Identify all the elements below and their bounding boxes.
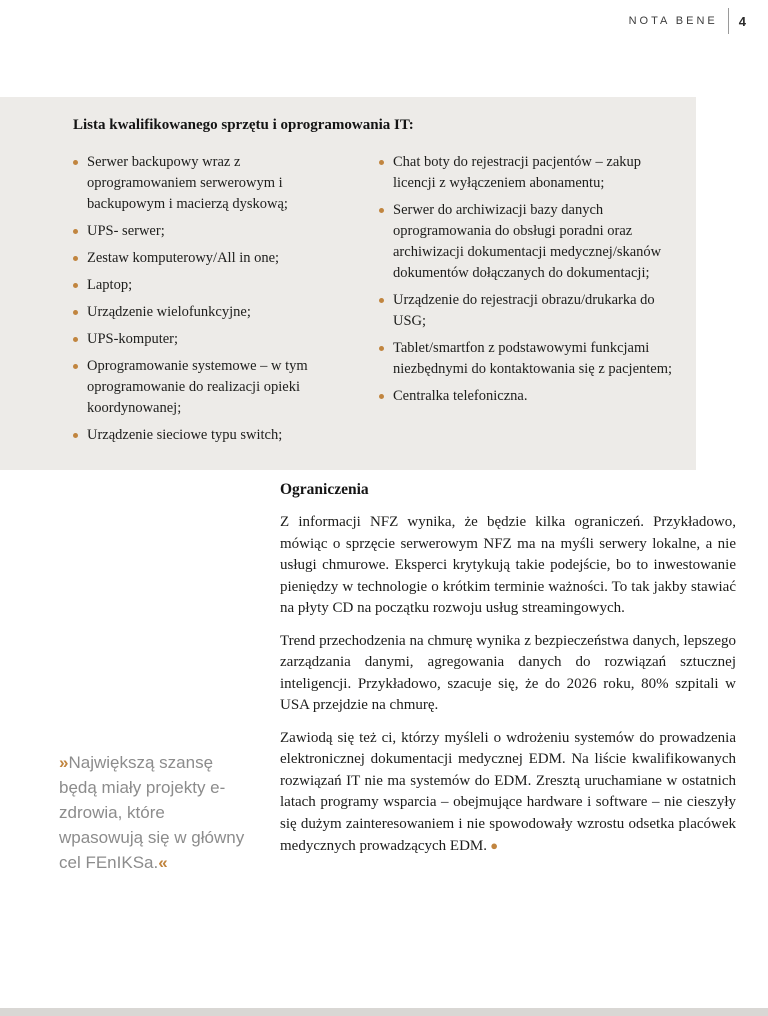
list-item-text: Serwer do archiwizacji bazy danych oprogramowania do obsługi poradni oraz archiwizacji dokumentacji medycznej/skanów dokumentów dołączanych do dokumentacji; <box>393 202 662 281</box>
list-item-text: Urządzenie do rejestracji obrazu/drukarka do USG; <box>393 292 655 329</box>
pull-quote <box>59 750 247 875</box>
bullet-icon <box>73 160 78 165</box>
article <box>280 481 736 869</box>
bullet-icon <box>379 208 384 213</box>
equipment-list-left <box>73 152 351 452</box>
list-item-text: Urządzenie wielofunkcyjne; <box>87 304 251 320</box>
bullet-icon <box>73 283 78 288</box>
list-item-text: Centralka telefoniczna. <box>393 388 528 404</box>
list-item <box>379 152 682 194</box>
pull-quote-text: Największą szansę będą miały projekty e-zdrowia, które wpasowują się w główny cel FEnIKSa. <box>59 753 245 872</box>
page-number: 4 <box>738 13 746 29</box>
bullet-icon <box>73 337 78 342</box>
list-item <box>379 200 682 284</box>
list-item-text: Chat boty do rejestracji pacjentów – zakup licencji z wyłączeniem abonamentu; <box>393 154 642 191</box>
list-item <box>379 338 682 380</box>
bullet-icon <box>379 346 384 351</box>
article-paragraph: Z informacji NFZ wynika, że będzie kilka ograniczeń. Przykładowo, mówiąc o sprzęcie serwerowym NFZ ma na myśli serwery lokalne, a nie usługi chmurowe. Eksperci krytykują takie podejście, bo to inwestowanie pieniędzy w technologie o krótkim terminie ważności. To tak jakby stawiać na płyty CD na początku rozwoju usług streamingowych. <box>280 514 736 616</box>
list-item-text: Laptop; <box>87 277 133 293</box>
article-paragraph: Zawiodą się też ci, którzy myśleli o wdrożeniu systemów do prowadzenia elektronicznej dokumentacji medycznej EDM. Na liście kwalifikowanych rozwiązań IT nie ma systemów do EDM. Zresztą uruchamiane w ostatnich latach programy wsparcia – obejmujące hardware i software – nie cieszyły się dużym zainteresowaniem i nie spowodowały wzrostu odsetka placówek medycznych prowadzących EDM. ● <box>280 729 736 854</box>
bullet-icon <box>73 256 78 261</box>
equipment-list-box <box>0 97 696 470</box>
list-item-text: Urządzenie sieciowe typu switch; <box>87 427 283 443</box>
list-item <box>73 152 351 215</box>
article-heading: Ograniczenia <box>280 481 369 498</box>
bullet-icon <box>379 394 384 399</box>
list-item <box>73 425 351 446</box>
list-item <box>73 275 351 296</box>
bullet-icon <box>379 160 384 165</box>
header-divider <box>728 8 729 34</box>
bullet-icon <box>73 310 78 315</box>
open-quote-icon: » <box>59 753 69 772</box>
list-item-text: Oprogramowanie systemowe – w tym oprogramowanie do realizacji opieki koordynowanej; <box>87 358 308 416</box>
list-item-text: Tablet/smartfon z podstawowymi funkcjami niezbędnymi do kontaktowania się z pacjentem; <box>393 340 673 377</box>
list-item-text: Serwer backupowy wraz z oprogramowaniem serwerowym i backupowym i macierzą dyskową; <box>87 154 288 212</box>
list-item <box>73 356 351 419</box>
page-bottom-edge <box>0 1008 768 1016</box>
list-item-text: UPS- serwer; <box>87 223 165 239</box>
list-item-text: UPS-komputer; <box>87 331 179 347</box>
close-quote-icon: « <box>158 853 168 872</box>
bullet-icon <box>73 229 78 234</box>
list-item <box>73 248 351 269</box>
bullet-icon <box>73 364 78 369</box>
list-item <box>73 302 351 323</box>
end-dot-icon: ● <box>487 838 499 853</box>
article-paragraph: Trend przechodzenia na chmurę wynika z bezpieczeństwa danych, lepszego zarządzania danymi, agregowania danych do rozwiązań sztucznej inteligencji. Przykładowo, szacuje się, że do 2026 roku, 80% szpitali w USA przejdzie na chmurę. <box>280 632 736 713</box>
page-header <box>629 8 746 34</box>
list-item <box>73 329 351 350</box>
equipment-list-right <box>379 152 682 452</box>
list-item-text: Zestaw komputerowy/All in one; <box>87 250 280 266</box>
equipment-columns <box>73 152 682 452</box>
equipment-box-title: Lista kwalifikowanego sprzętu i oprogramowania IT: <box>73 117 414 133</box>
bullet-icon <box>73 433 78 438</box>
list-item <box>379 290 682 332</box>
article-body <box>280 512 736 858</box>
list-item <box>379 386 682 407</box>
list-item <box>73 221 351 242</box>
bullet-icon <box>379 298 384 303</box>
section-label: NOTA BENE <box>628 15 718 27</box>
